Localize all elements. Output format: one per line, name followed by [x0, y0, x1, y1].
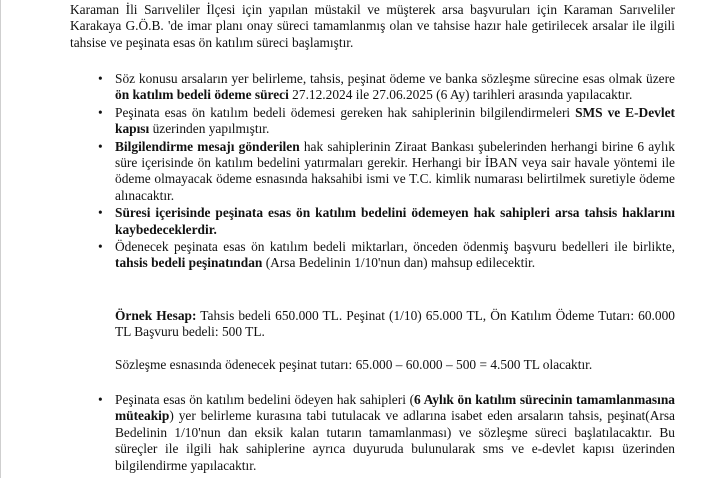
example-label: Örnek Hesap: [115, 308, 197, 323]
bullet-bold-text: SMS ve E-Devlet kapısı [115, 104, 675, 137]
bullet-item-4 [98, 205, 675, 238]
bullet-list-final [98, 392, 675, 475]
bullet-item-6 [98, 392, 675, 474]
bullet-text: (Arsa Bedelinin 1/10'nun dan) mahsup edilecektir. [262, 255, 536, 271]
bullet-list [98, 71, 675, 273]
bullet-item-1 [98, 71, 675, 104]
page-border [0, 0, 1, 478]
bullet-text: Peşinata esas ön katılım bedelini ödeyen hak sahipleri ( [115, 392, 415, 407]
bullet-dot: • [98, 71, 103, 86]
intro-paragraph: Karaman İli Sarıveliler İlçesi için yapılan müstakil ve müşterek arsa başvuruları için Karaman Sarıveliler Karakaya G.Ö.B. 'de imar planı onay süreci tamamlanmış olan ve tahsise hazır hale getirilecek arsalar ile ilgili tahsise ve peşinata esas ön katılım süreci başlamıştır. [70, 2, 675, 50]
bullet-text: hak sahiplerinin Ziraat Bankası şubelerinden herhangi birine 6 aylık süre içerisinde ön katılım bedelini yatırmaları gerekir. Herhangi bir İBAN veya sair havale yöntemi ile ödeme olmayacak ödeme esnasında haksahibi ismi ve T.C. kimlik numarası belirtilmek suretiyle ödeme alınacaktır. [115, 138, 675, 203]
bullet-bold-text: Bilgilendirme mesajı gönderilen [115, 138, 300, 154]
bullet-bold-text: 6 Aylık ön katılım sürecinin tamamlanmasına müteakip [115, 392, 675, 424]
bullet-dot: • [98, 205, 103, 221]
bullet-bold-text: Süresi içerisinde peşinata esas ön katılım bedelini ödemeyen hak sahipleri arsa tahsis haklarını kaybedeceklerdir. [115, 205, 675, 237]
bullet-dot: • [98, 104, 103, 120]
bullet-text: Söz konusu arsaların yer belirleme, tahsis, peşinat ödeme ve banka sözleşme sürecine esas olmak üzere [115, 71, 675, 86]
contract-payment-line: Sözleşme esnasında ödenecek peşinat tutarı: 65.000 – 60.000 – 500 = 4.500 TL olacaktır. [115, 357, 593, 372]
bullet-dot: • [98, 239, 103, 255]
bullet-text: Ödenecek peşinata esas ön katılım bedeli miktarları, önceden ödenmiş başvuru bedelleri ile birlikte, [115, 239, 675, 255]
example-text: Tahsis bedeli 650.000 TL. Peşinat (1/10) 65.000 TL, Ön Katılım Ödeme Tutarı: 60.000 TL Başvuru bedeli: 500 TL. [115, 308, 675, 340]
bullet-item-2 [98, 104, 675, 138]
bullet-bold-text: ön katılım bedeli ödeme süreci [115, 87, 289, 103]
bullet-dot: • [98, 138, 103, 154]
example-calculation [115, 308, 675, 341]
bullet-item-3 [98, 138, 675, 205]
bullet-text: üzerinden yapılmıştır. [149, 121, 270, 137]
bullet-dot: • [98, 392, 103, 407]
bullet-item-5 [98, 239, 675, 272]
bullet-text: 27.12.2024 ile 27.06.2025 (6 Ay) tarihleri arasında yapılacaktır. [288, 87, 633, 103]
bullet-bold-text: tahsis bedeli peşinatından [115, 255, 263, 271]
bullet-text: ) yer belirleme kurasına tabi tutulacak ve adlarına isabet eden arsaların tahsis, peşinat(Arsa Bedelinin 1/10'nun dan eksik kalan tutarın tamamlanması) ve sözleşme süreci başlatılacaktır. Bu süreçler ile ilgili hak sahiplerine ayrıca duyuruda bulunularak sms ve e-devlet kapısı üzerinden bilgilendirme yapılacaktır. [115, 408, 675, 473]
bullet-text: Peşinata esas ön katılım bedeli ödemesi gereken hak sahiplerinin bilgilendirmeleri [115, 104, 576, 120]
